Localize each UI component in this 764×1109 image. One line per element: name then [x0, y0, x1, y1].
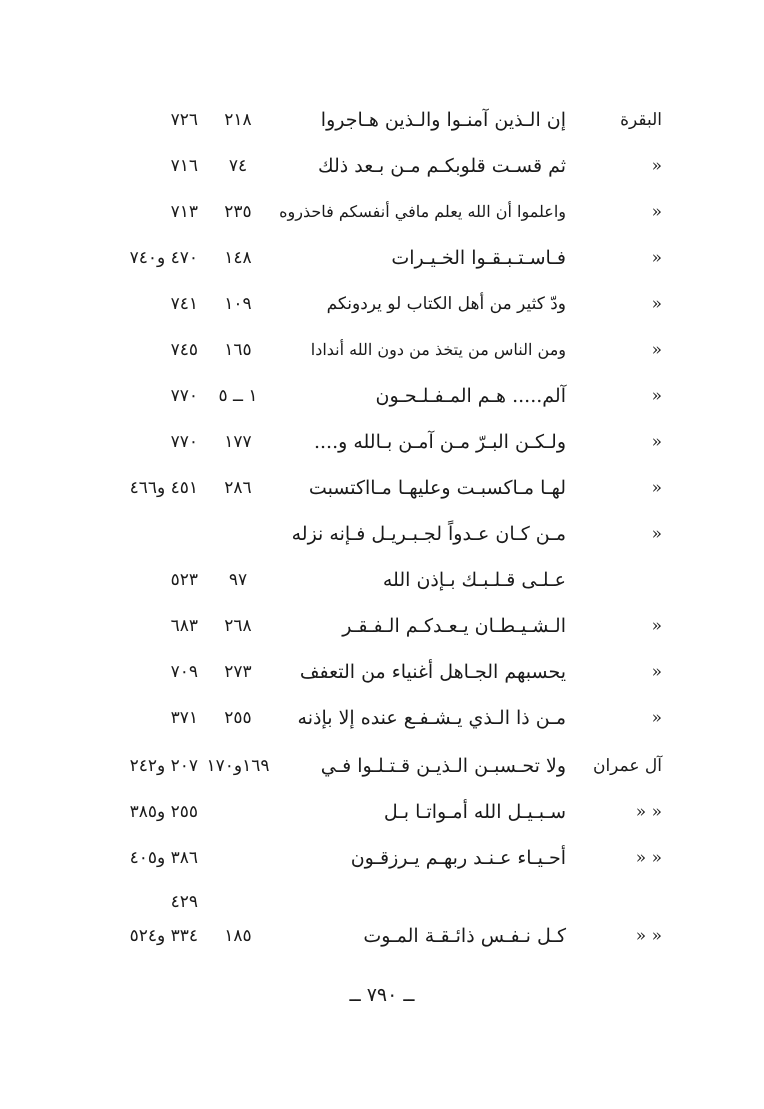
index-row [0, 422, 764, 462]
surah-name: « [651, 202, 662, 222]
page-reference: ٧٤٥ [170, 340, 198, 360]
page-reference: ٢٥٥ و٣٨٥ [129, 802, 198, 822]
surah-name: « [651, 708, 662, 728]
surah-name [586, 560, 662, 600]
verse-text: كـل نـفـس ذائـقـة المـوت [363, 925, 566, 947]
surah-name: « [651, 294, 662, 314]
verse-number: ١ ــ ٥ [218, 386, 258, 406]
page-reference: ٧٧٠ [170, 386, 198, 406]
verse-number: ٢١٨ [224, 110, 252, 130]
verse-text: عـلـى قـلـبـك بـإذن الله [382, 569, 566, 591]
page-reference: ٣٧١ [170, 708, 198, 728]
surah-name: « « [635, 848, 662, 868]
index-row [0, 916, 764, 956]
verse-text: آلم..... هـم المـفـلـحـون [375, 385, 566, 407]
page-reference: ٧٠٩ [170, 662, 198, 682]
page-reference: ٧٧٠ [170, 432, 198, 452]
verse-number: ١٠٩ [224, 294, 252, 314]
verse-number: ٩٧ [228, 570, 248, 590]
surah-name: « [651, 248, 662, 268]
page-number: ــ ٧٩٠ ــ [349, 984, 415, 1006]
page-reference: ٢٠٧ و٢٤٢ [129, 756, 198, 776]
page-reference: ٦٨٣ [170, 616, 198, 636]
index-row [0, 838, 764, 878]
surah-name: « « [635, 926, 662, 946]
page-reference: ٤٢٩ [170, 892, 198, 912]
page-reference: ٣٣٤ و٥٢٤ [129, 926, 198, 946]
index-row [0, 146, 764, 186]
page-reference: ٧٤١ [170, 294, 198, 314]
page-reference [88, 514, 198, 554]
index-row [0, 284, 764, 324]
page-reference: ٣٨٦ و٤٠٥ [129, 848, 198, 868]
verse-text: فـاسـتـبـقـوا الخـيـرات [391, 247, 566, 269]
surah-name: « « [635, 802, 662, 822]
verse-number: ٢٥٥ [224, 708, 252, 728]
surah-name: « [651, 340, 662, 360]
surah-name: « [651, 432, 662, 452]
verse-text: سـبـيـل الله أمـواتـا بـل [383, 801, 566, 823]
page-reference: ٤٧٠ و٧٤٠ [129, 248, 198, 268]
verse-text: مـن كـان عـدواً لجـبـريـل فـإنه نزله [291, 523, 566, 545]
verse-number: ١٧٧ [224, 432, 252, 452]
verse-text: أحـيـاء عـنـد ربهـم يـرزقـون [350, 847, 566, 869]
index-row [0, 792, 764, 832]
verse-text: ولـكـن البـرّ مـن آمـن بـالله و.... [313, 431, 566, 453]
surah-name: « [651, 156, 662, 176]
index-row [0, 606, 764, 646]
page-reference: ٤٥١ و٤٦٦ [129, 478, 198, 498]
verse-number: ١٦٩و١٧٠ [206, 756, 270, 776]
verse-number: ٢٧٣ [224, 662, 252, 682]
index-row [0, 468, 764, 508]
verse-text: يحسبهم الجـاهل أغنياء من التعفف [299, 661, 566, 683]
verse-text: ومن الناس من يتخذ من دون الله أندادا [310, 340, 566, 359]
index-row [0, 514, 764, 554]
index-row [0, 238, 764, 278]
page-reference: ٧٢٦ [170, 110, 198, 130]
verse-text: مـن ذا الـذي يـشـفـع عنده إلا بإذنه [297, 707, 566, 729]
index-row [0, 100, 764, 140]
verse-text: ودّ كثير من أهل الكتاب لو يردونكم [326, 294, 566, 314]
surah-name: « [651, 524, 662, 544]
verse-number: ٢٨٦ [224, 478, 252, 498]
index-row [0, 560, 764, 600]
surah-name: « [651, 386, 662, 406]
surah-name: « [651, 616, 662, 636]
index-row [0, 746, 764, 786]
verse-number: ١٨٥ [224, 926, 252, 946]
verse-text: ثم قسـت قلوبكـم مـن بـعد ذلك [317, 155, 566, 177]
page-reference: ٧١٣ [170, 202, 198, 222]
index-row [0, 652, 764, 692]
surah-name: « [651, 478, 662, 498]
verse-number: ٢٣٥ [224, 202, 252, 222]
page-reference: ٧١٦ [170, 156, 198, 176]
verse-text: إن الـذين آمنـوا والـذين هـاجروا [320, 109, 566, 131]
index-row [0, 330, 764, 370]
surah-name: آل عمران [592, 756, 662, 776]
page-reference: ٥٢٣ [170, 570, 198, 590]
verse-number: ١٤٨ [224, 248, 252, 268]
verse-text: ولا تحـسبـن الـذيـن قـتـلـوا فـي [320, 755, 566, 777]
surah-name: « [651, 662, 662, 682]
verse-number: ١٦٥ [224, 340, 252, 360]
verse-number: ٢٦٨ [224, 616, 252, 636]
index-row [0, 192, 764, 232]
verse-text: واعلموا أن الله يعلم مافي أنفسكم فاحذروه [279, 202, 566, 221]
index-row [0, 376, 764, 416]
verse-text: لهـا مـاكسبـت وعليهـا مـااكتسبت [308, 477, 566, 499]
verse-number: ٧٤ [228, 156, 248, 176]
surah-name: البقرة [620, 110, 662, 130]
verse-text: الـشـيـطـان يـعـدكـم الـفـقـر [342, 615, 566, 637]
index-row [0, 698, 764, 738]
